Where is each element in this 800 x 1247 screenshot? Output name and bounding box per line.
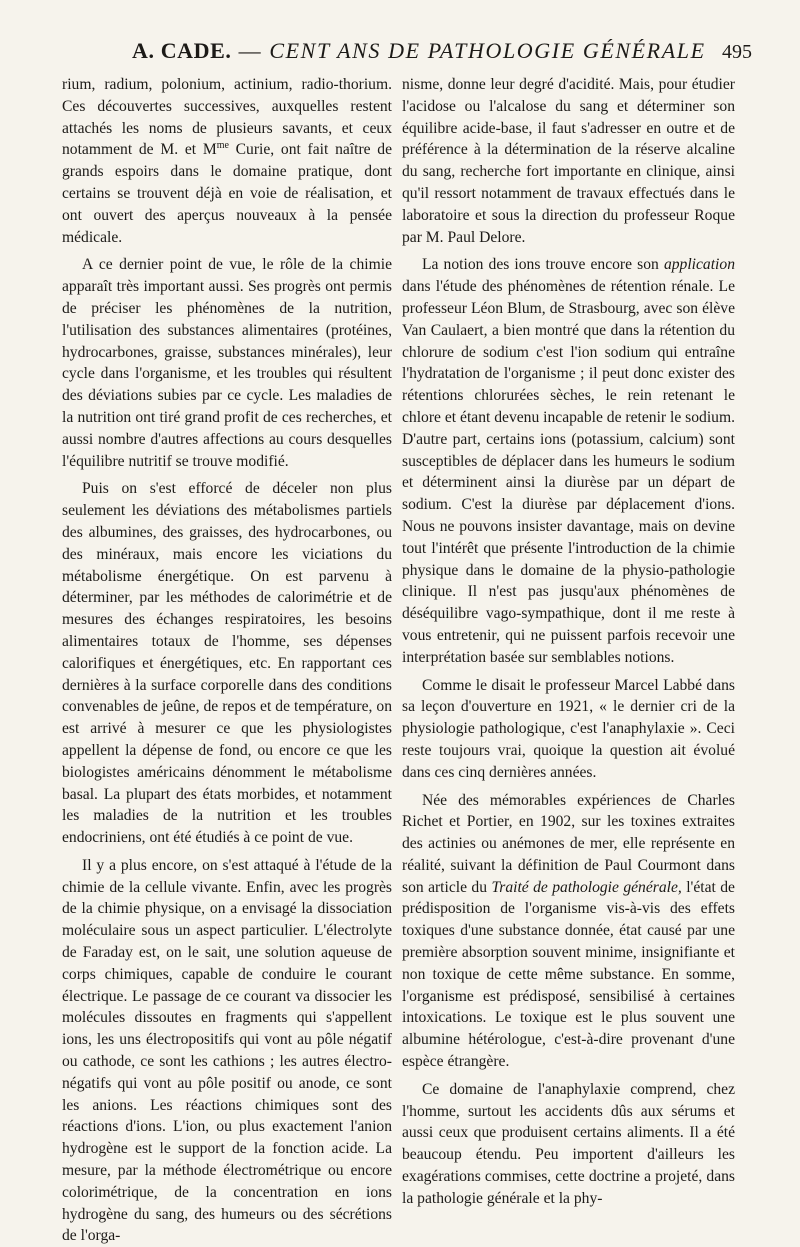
- running-head-title: CENT ANS DE PATHOLOGIE GÉNÉRALE: [269, 38, 706, 63]
- paragraph: Puis on s'est efforcé de déceler non plus seulement les déviations des métabolismes partiels des albumines, des graisses, des hydrocarbones, ou des minéraux, mais encore les viciations du métabolisme énergétique. On est parvenu à déterminer, par les méthodes de calorimétrie et de mesures des échanges respiratoires, les besoins alimentaires totaux de l'homme, ses dépenses calorifiques et énergétiques, etc. En rapportant ces dernières à la surface corporelle dans des conditions convenables de jeûne, de repos et de température, on est arrivé à mesurer ce que les physiologistes appellent la dépense de fond, ou encore ce que les biologistes américains dénomment le métabolisme basal. La plupart des états morbides, et notamment les maladies de la nutrition et les troubles endocriniens, ont été étudiés à ce point de vue.: [62, 480, 392, 847]
- page-number: 495: [722, 41, 752, 63]
- running-head-separator: —: [238, 38, 263, 63]
- paragraph: [62, 74, 392, 248]
- italic-term: application: [663, 256, 735, 274]
- paragraph: nisme, donne leur degré d'acidité. Mais, pour étudier l'acidose ou l'alcalose du sang et déterminer son équilibre acide-base, il faut s'adresser en outre et de préférence à la détermination de la réserve alcaline du sang, recherche fort importante en clinique, ainsi qu'il ressort notamment de travaux effectués dans le laboratoire et sous la direction du professeur Roque par M. Paul Delore.: [402, 76, 735, 246]
- paragraph-text: La notion des ions trouve encore son: [422, 256, 659, 274]
- left-column: [62, 74, 392, 1247]
- paragraph: [402, 790, 735, 1073]
- paragraph: A ce dernier point de vue, le rôle de la chimie apparaît très important aussi. Ses progrès ont permis de préciser les phénomènes de la nutrition, l'utilisation des substances alimentaires (protéines, hydrocarbones, graisse, substances minérales), leur cycle dans l'organisme, et les troubles qui résultent des déviations subies par ce cycle. Les maladies de la nutrition ont tiré grand profit de ces recherches, et aussi nombre d'autres affections au cours desquelles l'équilibre nutritif se trouve modifié.: [62, 256, 392, 470]
- paragraph-text: dans l'étude des phénomènes de rétention rénale. Le professeur Léon Blum, de Strasbourg, avec son élève Van Caulaert, a bien montré que dans la rétention du chlorure de sodium c'est l'ion sodium qui entraîne l'hydratation de l'organisme ; il peut donc exister des rétentions chlorurées sèches, le rein retenant le chlore et étant devenu incapable de retenir le sodium. D'autre part, certains ions (potassium, calcium) sont susceptibles de déplacer dans les humeurs le sodium et déterminent ainsi la diurèse par un départ de sodium. C'est la diurèse par déplacement d'ions. Nous ne pouvons insister davantage, mais on devine tout l'intérêt que présente l'introduction de la chimie physique dans le domaine de la physio-pathologie clinique. Il n'est pas jusqu'aux phénomènes de déséquilibre vago-sympathique, dont il me reste à vous entretenir, qui ne puissent parfois recevoir une interprétation basée sur semblables notions.: [402, 278, 735, 666]
- mme-abbrev: M: [202, 141, 217, 159]
- running-head-author: A. CADE.: [132, 38, 232, 63]
- paragraph-text: rium, radium, polonium, actinium, radio-thorium. Ces découvertes successives, auxquelles restent attachés les noms de plusieurs savants, et ceux notamment de M. et: [62, 76, 392, 159]
- italic-work-title: Traité de pathologie générale,: [491, 878, 682, 896]
- right-column: [402, 74, 735, 1210]
- paragraph: Il y a plus encore, on s'est attaqué à l'étude de la chimie de la cellule vivante. Enfin, avec les progrès de la chimie physique, on a envisagé la dissociation moléculaire sous un aspect particulier. L'électrolyte de Faraday est, on le sait, une solution aqueuse de corps chimiques, capable de conduire le courant électrique. Le passage de ce courant va dissocier les molécules dissoutes en fragments qui s'appellent ions, les uns électropositifs qui vont au pôle négatif ou cathode, ce sont les cathions ; les autres électro-négatifs qui vont au pôle positif ou anode, ce sont les anions. Les réactions chimiques sont des réactions d'ions. L'ion, ou plus exactement l'anion hydrogène est le support de la fonction acide. La mesure, par la méthode électrométrique ou encore colorimétrique, de la concentration en ions hydrogène du sang, des humeurs ou des sécrétions de l'orga-: [62, 856, 392, 1245]
- paragraph: Ce domaine de l'anaphylaxie comprend, chez l'homme, surtout les accidents dûs aux sérums et aussi ceux que produisent certains aliments. Il a été beaucoup étendu. Peu importent d'ailleurs les exagérations commises, cette doctrine a projeté, dans la pathologie générale et la phy-: [402, 1080, 735, 1207]
- running-head: [132, 38, 706, 64]
- paragraph: [402, 254, 735, 668]
- paragraph-text: Née des mémorables expériences de Charles Richet et Portier, en 1902, sur les toxines extraites des actinies ou anémones de mer, elle représente en réalité, suivant la définition de Paul Courmont dans son article du: [402, 791, 735, 896]
- mme-superscript: me: [216, 140, 229, 152]
- paragraph: Comme le disait le professeur Marcel Labbé dans sa leçon d'ouverture en 1921, « le dernier cri de la physiologie pathologique, c'est l'anaphylaxie ». Ceci reste toujours vrai, quoique la question ait évolué dans ces cinq dernières années.: [402, 676, 735, 781]
- running-header: [62, 38, 756, 72]
- paragraph-text: Curie, ont fait naître de grands espoirs dans le domaine pratique, dont certains se trouvent déjà en voie de réalisation, et ont ouvert des aperçus nouveaux à la pensée médicale.: [62, 141, 393, 246]
- paragraph-text: l'état de prédisposition de l'organisme vis-à-vis des effets toxiques d'une substance donnée, état causé par une première absorption souvent minime, insignifiante et non toxique de cette même substance. En somme, l'organisme est prédisposé, sensibilisé à certaines intoxications. Le toxique est le plus souvent une albumine hétérologue, c'est-à-dire provenant d'une espèce étrangère.: [402, 878, 735, 1071]
